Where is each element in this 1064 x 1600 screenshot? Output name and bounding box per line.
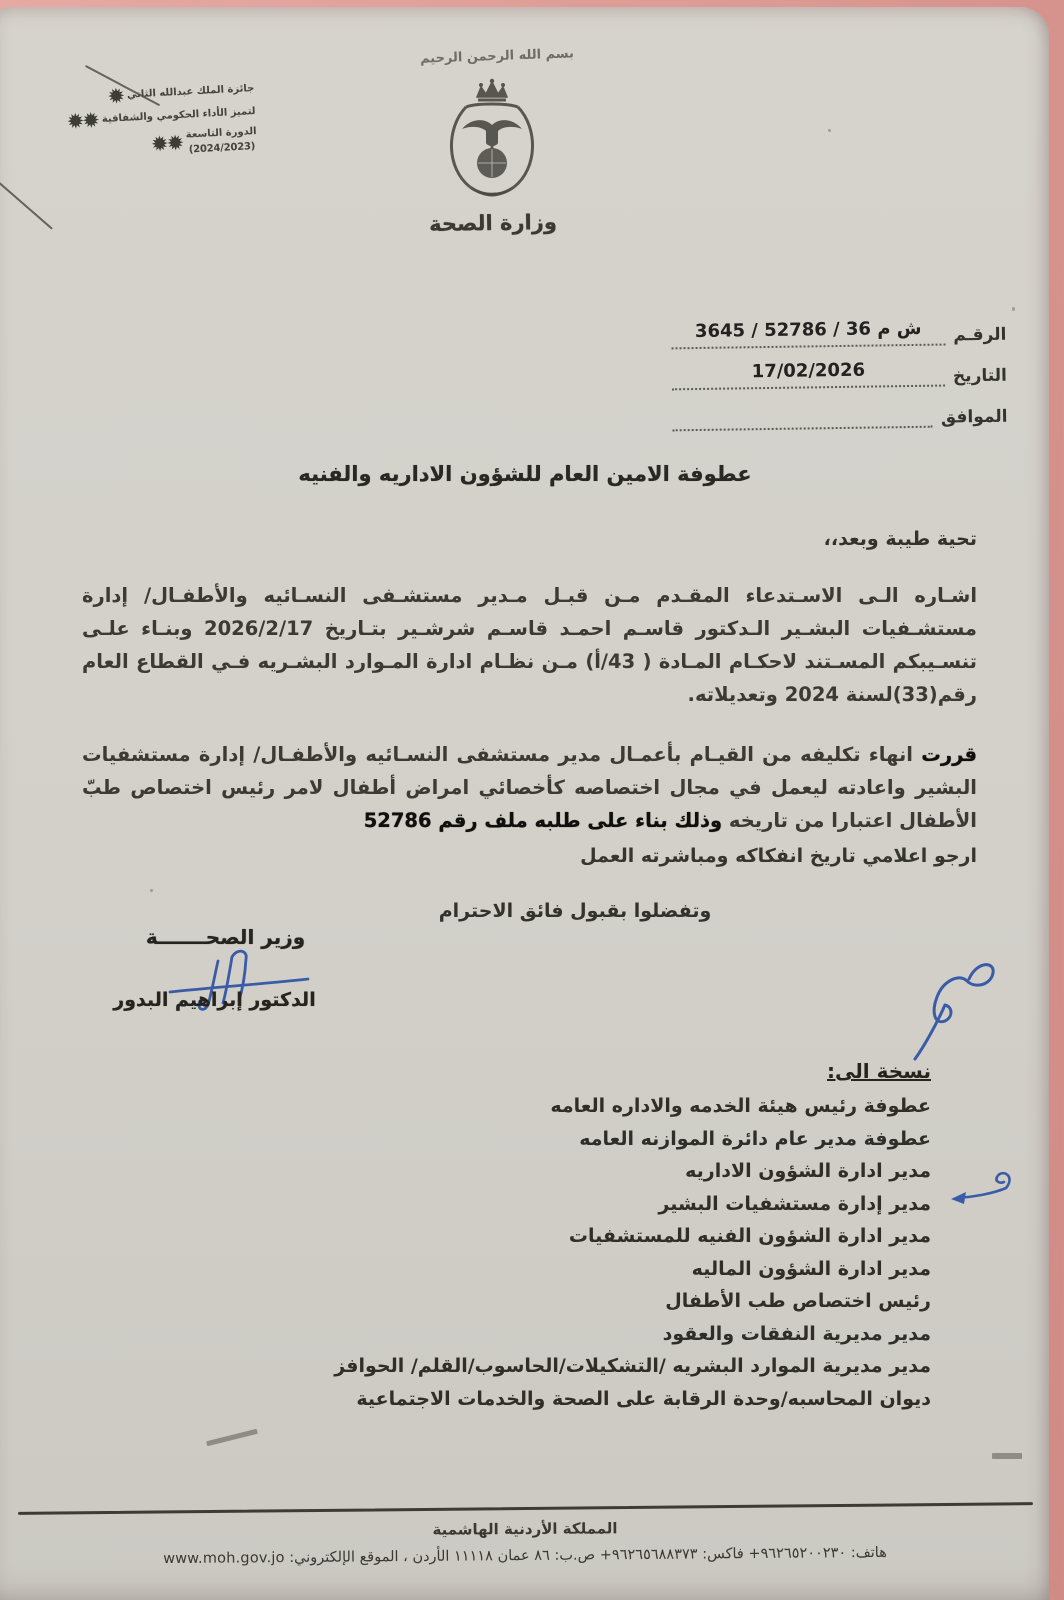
body-paragraph-2 xyxy=(82,738,977,837)
star-icon: ✹✹ xyxy=(66,108,99,134)
decision-lead-word: قررت xyxy=(921,742,977,766)
kingdom-name: المملكة الأردنية الهاشمية xyxy=(432,1519,618,1539)
minister-name: الدكتور إبراهيم البدور xyxy=(113,989,316,1011)
date-row xyxy=(672,358,1007,391)
faint-serial-mark xyxy=(992,1453,1022,1459)
reference-number-label: الرقـم xyxy=(953,324,1007,346)
body-paragraph-1: اشـاره الـى الاسـتدعاء المقـدم مـن قبـل مـدير مستشـفى النسـائيه والأطفـال/ إدارة مستشـفيات البشـير الـدكتور قاسـم احمـد قاسـم شرشـير بتـاريخ 2026/2/17 وبنـاء علـى تنسـيبكم المسـتند لاحكـام المـادة ( 43/أ) مـن نظـام ادارة المـوارد البشـريه فـي القطاع العام رقم(33)لسنة 2024 وتعديلاته. xyxy=(82,583,977,706)
letter-paper xyxy=(0,7,1049,1600)
copy-recipient: مدير إدارة مستشفيات البشير xyxy=(658,1192,931,1215)
reference-number-row xyxy=(671,317,1006,350)
handwritten-initial-ink xyxy=(893,947,1005,1065)
copy-recipient: ديوان المحاسبه/وحدة الرقابة على الصحة والخدمات الاجتماعية xyxy=(356,1387,931,1410)
star-icon: ✹✹ xyxy=(150,130,183,157)
corresponding-date-row xyxy=(672,399,1007,432)
footer-contact-line: هاتف: ٩٦٢٦٥٢٠٠٢٣٠+ فاكس: ٩٦٢٦٥٦٨٨٣٧٣+ ص.ب: ٨٦ عمان ١١١١٨ الأردن ، الموقع الإلكتروني: www.moh.gov.jo xyxy=(163,1544,887,1568)
award-cycle: الدورة التاسعة (2024/2023) xyxy=(185,125,257,156)
pen-arrow-annotation-icon xyxy=(948,1164,1020,1210)
star-icon: ✹ xyxy=(106,83,124,109)
copy-recipient: عطوفة مدير عام دائرة الموازنه العامه xyxy=(579,1127,931,1150)
scan-crease-line xyxy=(0,177,53,230)
copy-recipient: مدير ادارة الشؤون الماليه xyxy=(691,1257,931,1280)
copies-block xyxy=(334,1059,931,1415)
copy-recipient: مدير مديرية النفقات والعقود xyxy=(662,1322,931,1345)
copy-recipient: عطوفة رئيس هيئة الخدمه والاداره العامه xyxy=(550,1095,931,1117)
closing-courtesy-line: وتفضلوا بقبول فائق الاحترام xyxy=(438,900,712,922)
award-subtitle: لتميز الأداء الحكومي والشفافية xyxy=(101,106,256,126)
faint-micro-note xyxy=(206,1429,258,1446)
scan-speck xyxy=(1012,307,1015,311)
decision-text: انهاء تكليفه من القيـام بأعمـال مدير مستشفى النسـائيه والأطفـال/ إدارة مستشفيات البشير واعادته ليعمل في مجال اختصاصه كأخصائي امراض أطفال لامر رئيس اختصاص طبّ الأطفال اعتبارا من تاريخه xyxy=(82,742,977,832)
copy-recipient: مدير ادارة الشؤون الفنيه للمستشفيات xyxy=(568,1225,931,1247)
footer-divider-line xyxy=(18,1502,1033,1514)
request-line: ارجو اعلامي تاريخ انفكاكه ومباشرته العمل xyxy=(580,845,977,867)
ministry-of-health-calligraphy: وزارة الصحة xyxy=(428,209,558,237)
corresponding-date-label: الموافق xyxy=(940,406,1008,428)
addressee-line: عطوفة الامين العام للشؤون الاداريه والفنيه xyxy=(298,462,752,486)
copies-heading: نسخة الى: xyxy=(827,1059,931,1083)
corresponding-date-value xyxy=(672,400,933,432)
file-number-emphasis: وذلك بناء على طلبه ملف رقم 52786 xyxy=(363,808,723,832)
scan-speck xyxy=(828,129,831,132)
greeting-line: تحية طيبة وبعد،، xyxy=(823,528,977,550)
award-stamp xyxy=(24,79,258,168)
reference-block xyxy=(671,317,1008,445)
reference-number-value: ش م 36 / 52786 / 3645 xyxy=(671,318,945,350)
jordan-coat-of-arms-icon xyxy=(436,73,548,213)
scan-speck xyxy=(150,889,153,892)
award-title: جائزة الملك عبدالله الثاني xyxy=(126,83,255,101)
minister-title: وزير الصحـــــــة xyxy=(145,925,306,949)
date-value: 17/02/2026 xyxy=(672,359,945,391)
basmala-text: بسم الله الرحمن الرحيم xyxy=(419,46,575,67)
date-label: التاريخ xyxy=(952,365,1008,387)
copy-recipient: مدير مديرية الموارد البشريه /التشكيلات/الحاسوب/القلم/ الحوافز xyxy=(334,1355,931,1377)
copy-recipient: رئيس اختصاص طب الأطفال xyxy=(665,1290,931,1312)
copy-recipient: مدير ادارة الشؤون الاداريه xyxy=(685,1160,931,1182)
